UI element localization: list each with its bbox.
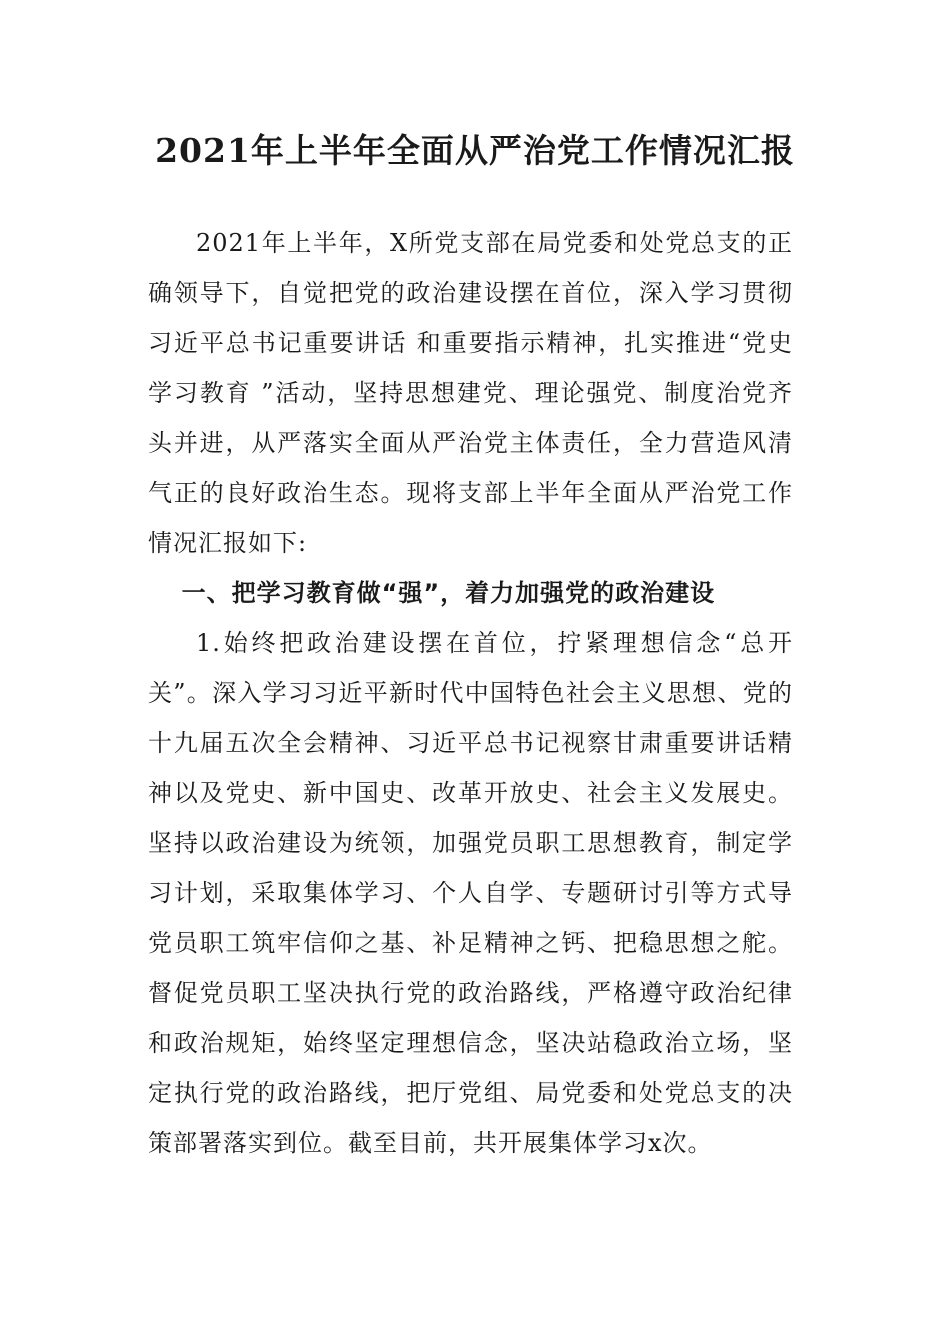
- intro-paragraph: 2021年上半年，X所党支部在局党委和处党总支的正确领导下，自觉把党的政治建设摆在首位，深入学习贯彻习近平总书记重要讲话 和重要指示精神，扎实推进“党史学习教育 ”活动，坚持思想建党、理论强党、制度治党齐头并进，从严落实全面从严治党主体责任，全力营造风清气正的良好政治生态。现将支部上半年全面从严治党工作情况汇报如下:: [148, 229, 793, 557]
- document-body: [148, 218, 793, 1168]
- section-heading: 一、把学习教育做“强”，着力加强党的政治建设: [181, 579, 716, 607]
- document-title: 2021年上半年全面从严治党工作情况汇报: [155, 131, 795, 170]
- section-paragraph: 1.始终把政治建设摆在首位，拧紧理想信念“总开关”。深入学习习近平新时代中国特色社会主义思想、党的十九届五次全会精神、习近平总书记视察甘肃重要讲话精神以及党史、新中国史、改革开放史、社会主义发展史。坚持以政治建设为统领，加强党员职工思想教育，制定学习计划，采取集体学习、个人自学、专题研讨引等方式导党员职工筑牢信仰之基、补足精神之钙、把稳思想之舵。督促党员职工坚决执行党的政治路线，严格遵守政治纪律和政治规矩，始终坚定理想信念，坚决站稳政治立场，坚定执行党的政治路线，把厅党组、局党委和处党总支的决策部署落实到位。截至目前，共开展集体学习x次。: [148, 629, 793, 1157]
